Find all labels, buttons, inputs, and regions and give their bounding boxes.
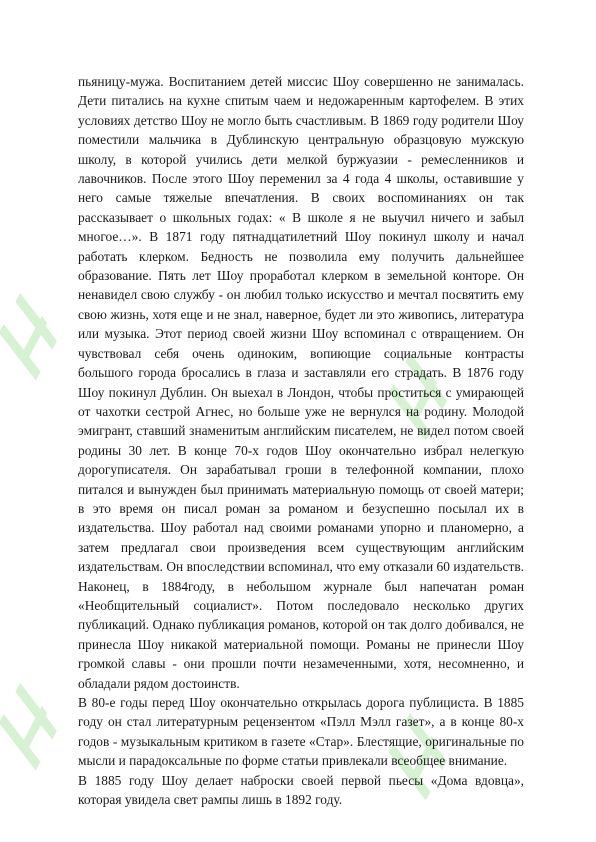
document-body bbox=[78, 72, 524, 809]
paragraph-1: пьяницу-мужа. Воспитанием детей миссис Шоу совершенно не занималась. Дети питались на кухне спитым чаем и недожаренным картофелем. В этих условиях детство Шоу не могло быть счастливым. В 1869 году родители Шоу поместили мальчика в Дублинскую центральную образцовую мужскую школу, в которой учились дети мелкой буржуазии - ремесленников и лавочников. После этого Шоу переменил за 4 года 4 школы, оставившие у него самые тяжелые впечатления. В своих воспоминаниях он так рассказывает о школьных годах: « В школе я не выучил ничего и забыл многое…». В 1871 году пятнадцатилетний Шоу покинул школу и начал работать клерком. Бедность не позволила ему получить дальнейшее образование. Пять лет Шоу проработал клерком в земельной конторе. Он ненавидел свою службу - он любил только искусство и мечтал посвятить ему свою жизнь, хотя еще и не знал, наверное, будет ли это живопись, литература или музыка. Этот период своей жизни Шоу вспоминал с отвращением. Он чувствовал себя очень одиноким, вопиющие социальные контрасты большого города бросались в глаза и заставляли его страдать. В 1876 году Шоу покинул Дублин. Он выехал в Лондон, чтобы проститься с умирающей от чахотки сестрой Агнес, но больше уже не вернулся на родину. Молодой эмигрант, ставший знаменитым английским писателем, не видел потом своей родины 30 лет. В конце 70-х годов Шоу окончательно избрал нелегкую дорогуписателя. Он зарабатывал гроши в телефонной компании, плохо питался и вынужден был принимать материальную помощь от своей матери; в это время он писал роман за романом и безуспешно посылал их в издательства. Шоу работал над своими романами упорно и планомерно, а затем предлагал свои произведения всем существующим английским издательствам. Он впоследствии вспоминал, что ему отказали 60 издательств. Наконец, в 1884году, в небольшом журнале был напечатан роман «Необщительный социалист». Потом последовало несколько других публикаций. Однако публикация романов, которой он так долго добивался, не принесла Шоу никакой материальной помощи. Романы не принесли Шоу громкой славы - они прошли почти незамеченными, хотя, несомненно, и обладали рядом достоинств. bbox=[78, 74, 524, 691]
watermark-logo-icon bbox=[0, 672, 82, 784]
watermark-logo-icon bbox=[0, 282, 82, 394]
paragraph-2: В 80-е годы перед Шоу окончательно открылась дорога публициста. В 1885 году он стал литературным рецензентом «Пэлл Мэлл газет», а в конце 80-х годов - музыкальным критиком в газете «Стар». Блестящие, оригинальные по мысли и парадоксальные по форме статьи привлекали всеобщее внимание. bbox=[78, 695, 524, 769]
paragraph-3: В 1885 году Шоу делает наброски своей первой пьесы «Дома вдовца», которая увидела свет рампы лишь в 1892 году. bbox=[78, 772, 524, 808]
